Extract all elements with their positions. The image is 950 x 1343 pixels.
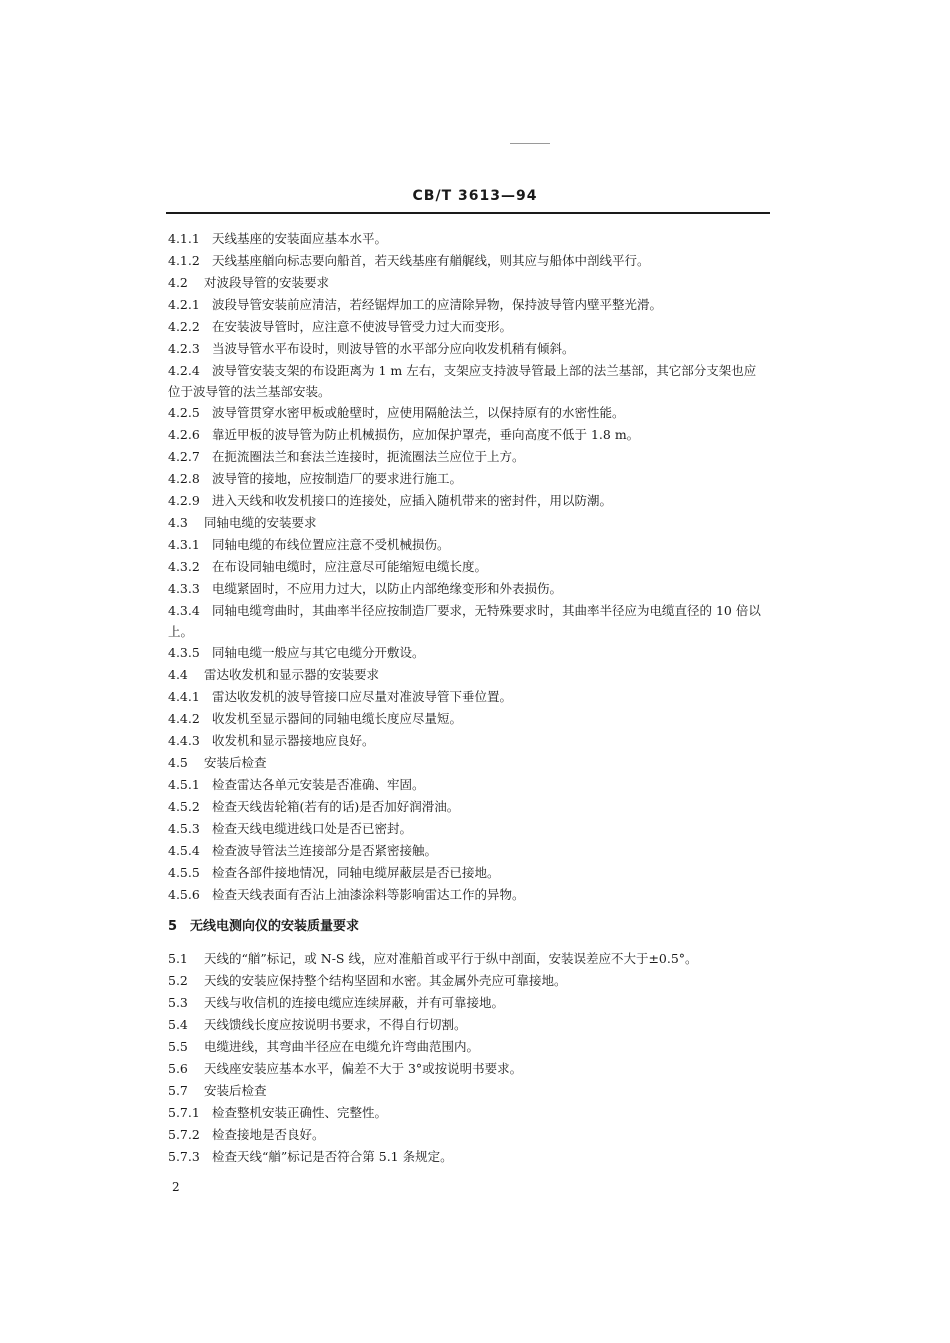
clause-text: 检查天线表面有否沾上油漆涂料等影响雷达工作的异物。	[212, 887, 525, 902]
clause-text: 检查整机安装正确性、完整性。	[212, 1105, 388, 1120]
clause-4-2-7	[168, 446, 768, 468]
clause-number: 5.2	[168, 973, 188, 988]
clause-5-7	[168, 1080, 768, 1102]
header-rule	[166, 212, 770, 214]
clause-number: 4.2.1	[168, 297, 200, 312]
clause-4-2-5	[168, 402, 768, 424]
clause-4-2-2	[168, 316, 768, 338]
clause-text: 在布设同轴电缆时，应注意尽可能缩短电缆长度。	[212, 559, 488, 574]
clause-5-3	[168, 992, 768, 1014]
clause-4-4-1	[168, 686, 768, 708]
clause-number: 4.3.3	[168, 581, 200, 596]
clause-text: 雷达收发机的波导管接口应尽量对准波导管下垂位置。	[212, 689, 513, 704]
clause-number: 4.2.3	[168, 341, 200, 356]
clause-number: 4.2.4	[168, 363, 200, 378]
clause-5-7-1	[168, 1102, 768, 1124]
clause-number: 4.1.1	[168, 231, 200, 246]
clause-4-4-2	[168, 708, 768, 730]
clause-4-3-3	[168, 578, 768, 600]
clause-4-2-1	[168, 294, 768, 316]
clause-text: 波段导管安装前应清洁，若经锯焊加工的应清除异物，保持波导管内壁平整光滑。	[212, 297, 663, 312]
clause-4-5-1	[168, 774, 768, 796]
clause-number: 4.3.1	[168, 537, 200, 552]
clause-text: 收发机至显示器间的同轴电缆长度应尽量短。	[212, 711, 463, 726]
clause-4-2-8	[168, 468, 768, 490]
clause-number: 4.3.4	[168, 603, 200, 618]
clause-number: 5.4	[168, 1017, 188, 1032]
clause-4-3-1	[168, 534, 768, 556]
clause-text: 天线的安装应保持整个结构坚固和水密。其金属外壳应可靠接地。	[204, 973, 567, 988]
clause-text: 当波导管水平布设时，则波导管的水平部分应向收发机稍有倾斜。	[212, 341, 575, 356]
clause-number: 4.3	[168, 515, 188, 530]
page-number: 2	[172, 1180, 180, 1194]
clause-number: 4.5.4	[168, 843, 200, 858]
clause-number: 5.6	[168, 1061, 188, 1076]
clause-4-4-3	[168, 730, 768, 752]
clause-text: 检查天线齿轮箱(若有的话)是否加好润滑油。	[212, 799, 460, 814]
clause-4-2-9	[168, 490, 768, 512]
clause-number: 4.2	[168, 275, 188, 290]
clause-5-4	[168, 1014, 768, 1036]
clause-number: 4.2.5	[168, 405, 200, 420]
clause-text: 检查接地是否良好。	[212, 1127, 325, 1142]
clause-5-6	[168, 1058, 768, 1080]
clause-text: 天线与收信机的连接电缆应连续屏蔽，并有可靠接地。	[204, 995, 505, 1010]
clause-text: 在安装波导管时，应注意不使波导管受力过大而变形。	[212, 319, 513, 334]
section-5-heading	[168, 916, 768, 938]
clause-text: 安装后检查	[204, 1083, 267, 1098]
clause-text: 收发机和显示器接地应良好。	[212, 733, 375, 748]
clause-text: 波导管贯穿水密甲板或舱壁时，应使用隔舱法兰，以保持原有的水密性能。	[212, 405, 625, 420]
clause-4-5-2	[168, 796, 768, 818]
clause-4-5-4	[168, 840, 768, 862]
clause-text: 雷达收发机和显示器的安装要求	[204, 667, 380, 682]
clause-5-5	[168, 1036, 768, 1058]
clause-4-1-2	[168, 250, 768, 272]
clause-number: 4.4.2	[168, 711, 200, 726]
clause-text: 在扼流圈法兰和套法兰连接时，扼流圈法兰应位于上方。	[212, 449, 525, 464]
document-body	[168, 228, 768, 1168]
clause-text: 进入天线和收发机接口的连接处，应插入随机带来的密封件，用以防潮。	[212, 493, 613, 508]
clause-text: 天线座安装应基本水平，偏差不大于 3°或按说明书要求。	[204, 1061, 523, 1076]
section-number: 5	[168, 919, 178, 934]
clause-number: 5.1	[168, 951, 188, 966]
clause-4-3	[168, 512, 768, 534]
clause-number: 4.2.9	[168, 493, 200, 508]
clause-4-5	[168, 752, 768, 774]
clause-number: 4.3.2	[168, 559, 200, 574]
clause-number: 4.5.2	[168, 799, 200, 814]
clause-text: 同轴电缆的安装要求	[204, 515, 317, 530]
clause-number: 4.4.3	[168, 733, 200, 748]
clause-4-2-6	[168, 424, 768, 446]
scan-mark	[510, 143, 550, 144]
clause-number: 5.7.3	[168, 1149, 200, 1164]
clause-number: 4.2.8	[168, 471, 200, 486]
clause-text: 波导管安装支架的布设距离为 1 m 左右，支架应支持波导管最上部的法兰基部，其它部分支架也应位于波导管的法兰基部安装。	[168, 363, 757, 399]
clause-4-3-4	[168, 600, 768, 642]
clause-text: 天线基座的安装面应基本水平。	[212, 231, 388, 246]
clause-number: 4.4.1	[168, 689, 200, 704]
clause-text: 安装后检查	[204, 755, 267, 770]
clause-number: 4.5.3	[168, 821, 200, 836]
clause-number: 5.7.2	[168, 1127, 200, 1142]
clause-4-1-1	[168, 228, 768, 250]
clause-5-1	[168, 948, 768, 970]
clause-number: 4.5.5	[168, 865, 200, 880]
clause-text: 天线基座艏向标志要向船首，若天线基座有艏艉线，则其应与船体中剖线平行。	[212, 253, 650, 268]
clause-text: 天线的“艏”标记，或 N-S 线，应对准船首或平行于纵中剖面，安装误差应不大于±0.5°。	[204, 951, 698, 966]
clause-number: 4.2.7	[168, 449, 200, 464]
clause-4-2-4	[168, 360, 768, 402]
section-title: 无线电测向仪的安装质量要求	[190, 919, 360, 934]
clause-number: 5.7.1	[168, 1105, 200, 1120]
clause-text: 电缆紧固时，不应用力过大，以防止内部绝缘变形和外表损伤。	[212, 581, 563, 596]
clause-number: 4.5.1	[168, 777, 200, 792]
clause-text: 波导管的接地，应按制造厂的要求进行施工。	[212, 471, 463, 486]
standard-code: CB/T 3613—94	[412, 188, 538, 204]
clause-text: 检查各部件接地情况，同轴电缆屏蔽层是否已接地。	[212, 865, 500, 880]
clause-4-3-5	[168, 642, 768, 664]
clause-number: 4.2.6	[168, 427, 200, 442]
clause-number: 4.2.2	[168, 319, 200, 334]
clause-text: 同轴电缆弯曲时，其曲率半径应按制造厂要求，无特殊要求时，其曲率半径应为电缆直径的 10 倍以上。	[168, 603, 761, 639]
clause-text: 同轴电缆一般应与其它电缆分开敷设。	[212, 645, 425, 660]
clause-text: 检查雷达各单元安装是否准确、牢固。	[212, 777, 425, 792]
clause-number: 4.5.6	[168, 887, 200, 902]
clause-text: 天线馈线长度应按说明书要求，不得自行切割。	[204, 1017, 467, 1032]
clause-4-5-6	[168, 884, 768, 906]
clause-text: 对波段导管的安装要求	[204, 275, 330, 290]
clause-4-5-3	[168, 818, 768, 840]
clause-number: 4.5	[168, 755, 188, 770]
clause-number: 4.1.2	[168, 253, 200, 268]
clause-4-2-3	[168, 338, 768, 360]
clause-4-3-2	[168, 556, 768, 578]
clause-text: 电缆进线，其弯曲半径应在电缆允许弯曲范围内。	[204, 1039, 480, 1054]
clause-number: 5.5	[168, 1039, 188, 1054]
clause-4-5-5	[168, 862, 768, 884]
clause-text: 检查波导管法兰连接部分是否紧密接触。	[212, 843, 438, 858]
clause-number: 4.4	[168, 667, 188, 682]
clause-text: 检查天线“艏”标记是否符合第 5.1 条规定。	[212, 1149, 453, 1164]
clause-text: 检查天线电缆进线口处是否已密封。	[212, 821, 413, 836]
clause-4-2	[168, 272, 768, 294]
clause-text: 靠近甲板的波导管为防止机械损伤，应加保护罩壳，垂向高度不低于 1.8 m。	[212, 427, 640, 442]
clause-number: 5.7	[168, 1083, 188, 1098]
clause-5-7-3	[168, 1146, 768, 1168]
clause-number: 5.3	[168, 995, 188, 1010]
clause-number: 4.3.5	[168, 645, 200, 660]
clause-5-7-2	[168, 1124, 768, 1146]
clause-4-4	[168, 664, 768, 686]
clause-text: 同轴电缆的布线位置应注意不受机械损伤。	[212, 537, 450, 552]
clause-5-2	[168, 970, 768, 992]
